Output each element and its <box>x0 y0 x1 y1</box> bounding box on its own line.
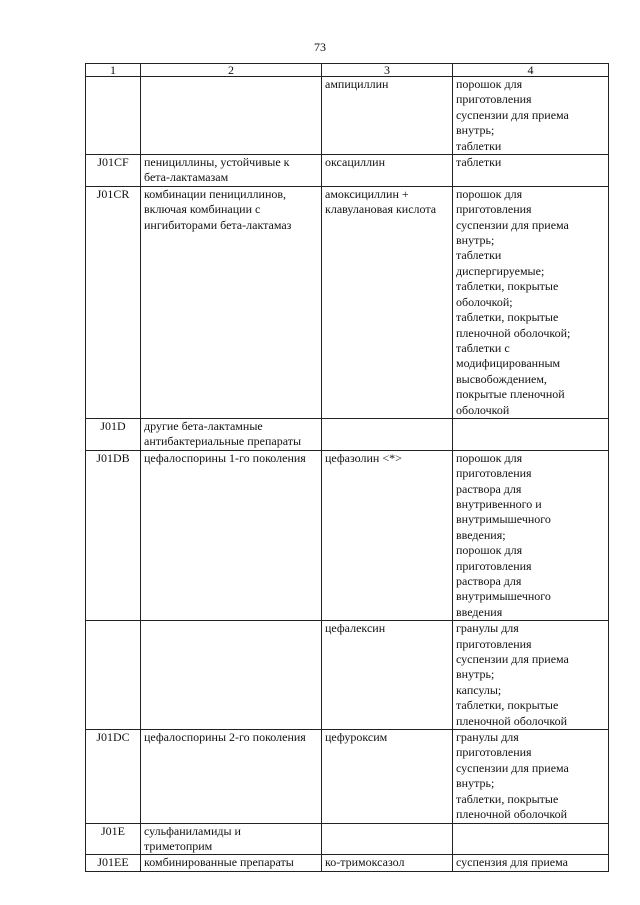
dosage-form-line: модифицированным <box>456 356 561 371</box>
group-line: включая комбинации с <box>144 202 261 217</box>
dosage-form-line: приготовления <box>456 92 532 107</box>
dosage-form-line: приготовления <box>456 636 532 651</box>
drug-name-cell <box>322 855 453 871</box>
group-line: триметоприм <box>144 838 213 853</box>
atc-code-cell: J01DC <box>86 730 141 823</box>
header-cell-3: 3 <box>322 64 453 77</box>
dosage-form-line: приготовления <box>456 466 532 481</box>
dosage-form-line: таблетки <box>456 155 502 170</box>
dosage-form-line: покрытые пленочной <box>456 387 565 402</box>
dosage-form-cell <box>453 823 609 855</box>
drug-name-line: цефазолин <*> <box>325 450 402 465</box>
drug-name-cell <box>322 823 453 855</box>
drug-name-cell <box>322 450 453 620</box>
group-cell <box>141 155 322 187</box>
atc-code-cell <box>86 621 141 730</box>
dosage-form-line: приготовления <box>456 558 532 573</box>
drug-name-line: ко-тримоксазол <box>325 855 405 870</box>
atc-code-cell: J01CR <box>86 186 141 418</box>
dosage-form-cell <box>453 418 609 450</box>
dosage-form-line: оболочкой <box>456 402 510 417</box>
header-row <box>86 64 609 77</box>
dosage-form-line: введения <box>456 604 503 619</box>
drug-name-cell <box>322 186 453 418</box>
dosage-form-line: пленочной оболочкой <box>456 807 568 822</box>
drug-name-line: амоксициллин + <box>325 186 409 201</box>
dosage-form-line: внутримышечного <box>456 589 551 604</box>
dosage-form-line: приготовления <box>456 202 532 217</box>
dosage-form-line: введения; <box>456 527 506 542</box>
group-cell <box>141 186 322 418</box>
dosage-form-line: внутрь; <box>456 776 495 791</box>
table-row <box>86 186 609 418</box>
dosage-form-line: суспензии для приема <box>456 760 569 775</box>
header-cell-2: 2 <box>141 64 322 77</box>
atc-code-cell: J01D <box>86 418 141 450</box>
dosage-form-line: внутрь; <box>456 123 495 138</box>
drug-name-line: оксациллин <box>325 155 385 170</box>
group-line: сульфаниламиды и <box>144 823 241 838</box>
dosage-form-line: суспензия для приема <box>456 855 568 870</box>
dosage-form-line: высвобождением, <box>456 371 547 386</box>
dosage-form-line: раствора для <box>456 574 522 588</box>
table-row <box>86 730 609 823</box>
header-cell-1: 1 <box>86 64 141 77</box>
dosage-form-line: внутрь; <box>456 233 495 248</box>
table-body <box>86 77 609 872</box>
table-row <box>86 77 609 155</box>
group-cell <box>141 855 322 871</box>
dosage-form-cell <box>453 450 609 620</box>
dosage-form-line: внутрь; <box>456 667 495 682</box>
dosage-form-line: раствора для <box>456 481 522 496</box>
dosage-form-line: капсулы; <box>456 682 502 697</box>
drug-name-cell <box>322 730 453 823</box>
dosage-form-line: суспензии для приема <box>456 107 569 122</box>
group-line: бета-лактамазам <box>144 170 229 185</box>
drug-name-cell <box>322 418 453 450</box>
dosage-form-line: диспергируемые; <box>456 263 545 278</box>
dosage-form-line: суспензии для приема <box>456 217 569 232</box>
table-row <box>86 855 609 871</box>
dosage-form-cell <box>453 855 609 871</box>
atc-code-cell: J01CF <box>86 155 141 187</box>
dosage-form-line: оболочкой; <box>456 294 513 309</box>
dosage-form-line: внутримышечного <box>456 512 551 527</box>
atc-code-cell: J01DB <box>86 450 141 620</box>
drug-name-cell <box>322 621 453 730</box>
group-line: антибактериальные препараты <box>144 434 302 449</box>
group-cell <box>141 450 322 620</box>
atc-code-cell: J01E <box>86 823 141 855</box>
atc-code-cell <box>86 77 141 155</box>
drug-name-cell <box>322 77 453 155</box>
group-cell <box>141 418 322 450</box>
dosage-form-line: порошок для <box>456 450 523 465</box>
dosage-form-line: таблетки <box>456 138 502 153</box>
drug-name-line: ампициллин <box>325 77 389 91</box>
dosage-form-line: порошок для <box>456 543 523 558</box>
group-cell <box>141 621 322 730</box>
group-line: комбинации пенициллинов, <box>144 186 287 201</box>
dosage-form-line: порошок для <box>456 186 523 201</box>
group-line: ингибиторами бета-лактамаз <box>144 217 292 232</box>
drug-name-cell <box>322 155 453 187</box>
drug-table <box>85 63 609 872</box>
table-row <box>86 621 609 730</box>
table-row <box>86 155 609 187</box>
table-row <box>86 450 609 620</box>
dosage-form-cell <box>453 730 609 823</box>
page-number: 73 <box>314 40 326 54</box>
dosage-form-cell <box>453 77 609 155</box>
dosage-form-line: внутривенного и <box>456 496 542 511</box>
drug-name-line: клавулановая кислота <box>325 202 437 217</box>
table-row <box>86 418 609 450</box>
dosage-form-line: гранулы для <box>456 621 519 636</box>
dosage-form-line: таблетки <box>456 248 502 263</box>
dosage-form-cell <box>453 621 609 730</box>
dosage-form-cell <box>453 186 609 418</box>
group-line: цефалоспорины 1-го поколения <box>144 450 306 465</box>
atc-code-cell: J01EE <box>86 855 141 871</box>
dosage-form-line: суспензии для приема <box>456 652 569 667</box>
dosage-form-line: таблетки, покрытые <box>456 791 559 806</box>
group-line: комбинированные препараты <box>144 855 294 870</box>
drug-name-line: цефалексин <box>325 621 386 636</box>
dosage-form-line: приготовления <box>456 745 532 760</box>
dosage-form-line: гранулы для <box>456 730 519 745</box>
group-cell <box>141 77 322 155</box>
group-cell <box>141 823 322 855</box>
dosage-form-cell <box>453 155 609 187</box>
dosage-form-line: пленочной оболочкой; <box>456 325 571 340</box>
group-line: другие бета-лактамные <box>144 418 263 433</box>
group-line: цефалоспорины 2-го поколения <box>144 730 306 745</box>
drug-name-line: цефуроксим <box>325 730 388 745</box>
dosage-form-line: таблетки с <box>456 340 510 355</box>
dosage-form-line: порошок для <box>456 77 523 91</box>
dosage-form-line: таблетки, покрытые <box>456 279 559 294</box>
dosage-form-line: таблетки, покрытые <box>456 698 559 713</box>
table-row <box>86 823 609 855</box>
group-line: пенициллины, устойчивые к <box>144 155 290 170</box>
group-cell <box>141 730 322 823</box>
dosage-form-line: таблетки, покрытые <box>456 310 559 325</box>
header-cell-4: 4 <box>453 64 609 77</box>
dosage-form-line: пленочной оболочкой <box>456 713 568 728</box>
